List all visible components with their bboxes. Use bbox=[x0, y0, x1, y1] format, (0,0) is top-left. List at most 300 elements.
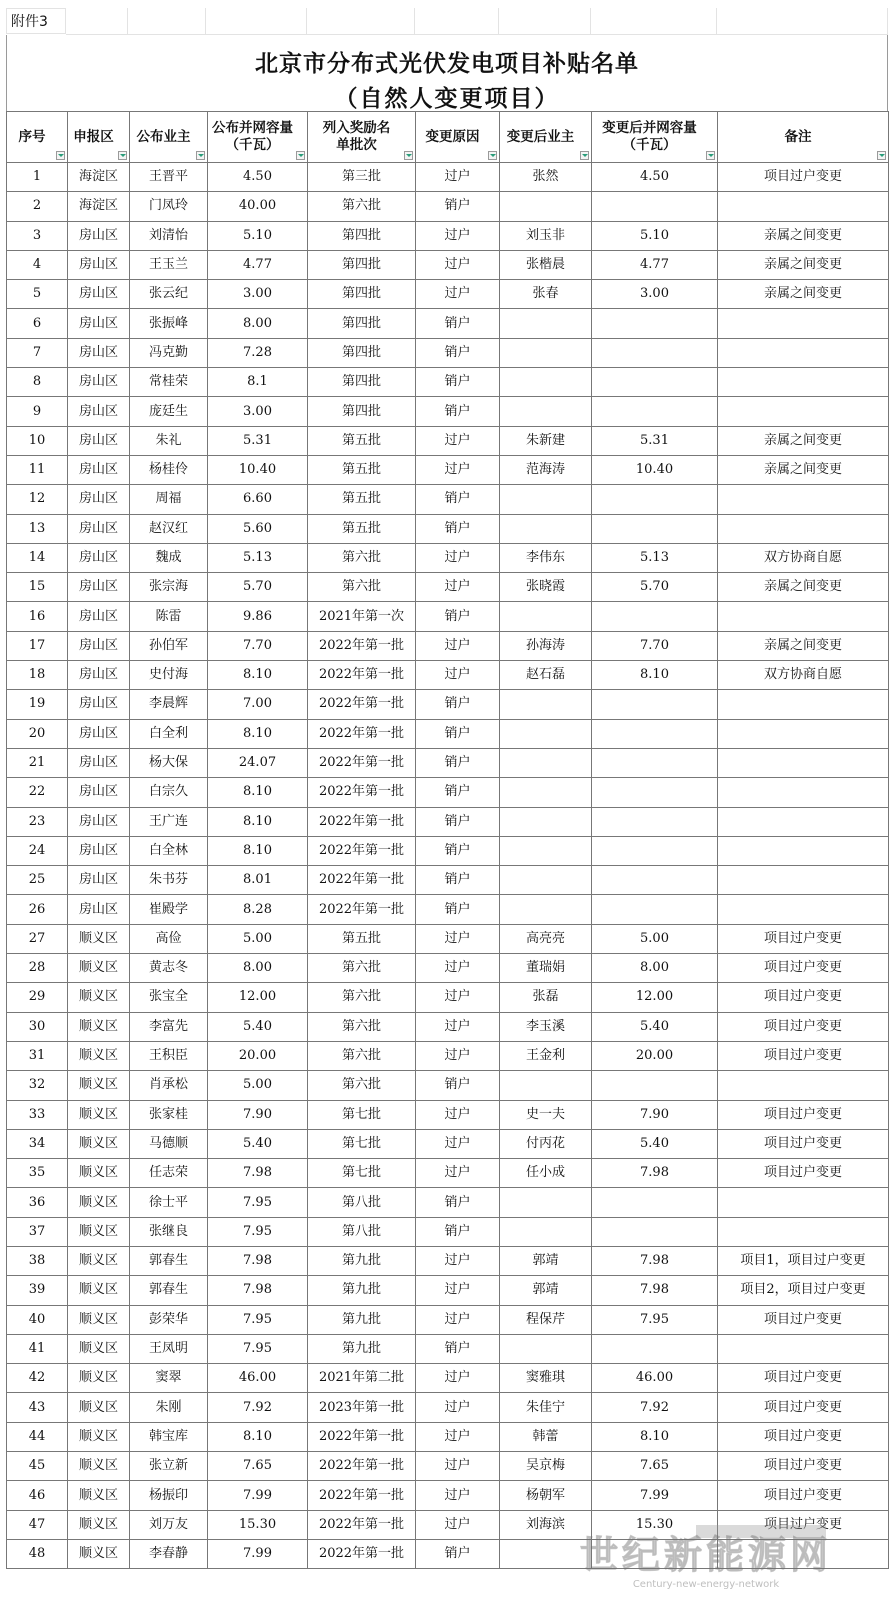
original-capacity-cell: 5.31 bbox=[208, 426, 308, 455]
row-number-cell: 12 bbox=[7, 485, 68, 514]
original-owner-cell: 崔殿学 bbox=[130, 895, 208, 924]
district-cell: 房山区 bbox=[68, 514, 130, 543]
new-capacity-cell: 5.10 bbox=[592, 221, 718, 250]
remark-cell: 项目过户变更 bbox=[718, 1452, 889, 1481]
row-number-cell: 33 bbox=[7, 1100, 68, 1129]
batch-cell: 2022年第一批 bbox=[308, 807, 416, 836]
change-reason-cell: 过户 bbox=[416, 1100, 500, 1129]
original-owner-cell: 张继良 bbox=[130, 1217, 208, 1246]
change-reason-cell: 销户 bbox=[416, 895, 500, 924]
batch-cell: 2022年第一批 bbox=[308, 866, 416, 895]
change-reason-cell: 销户 bbox=[416, 602, 500, 631]
district-cell: 顺义区 bbox=[68, 954, 130, 983]
new-capacity-cell: 8.10 bbox=[592, 661, 718, 690]
district-cell: 房山区 bbox=[68, 250, 130, 279]
filter-dropdown-icon[interactable] bbox=[706, 151, 715, 160]
original-owner-cell: 王玉兰 bbox=[130, 250, 208, 279]
original-owner-cell: 张立新 bbox=[130, 1452, 208, 1481]
original-owner-cell: 李富先 bbox=[130, 1012, 208, 1041]
new-capacity-cell: 7.98 bbox=[592, 1246, 718, 1275]
table-row bbox=[7, 895, 889, 924]
filter-dropdown-icon[interactable] bbox=[580, 151, 589, 160]
original-capacity-cell: 7.98 bbox=[208, 1276, 308, 1305]
original-owner-cell: 常桂荣 bbox=[130, 368, 208, 397]
new-capacity-cell: 5.31 bbox=[592, 426, 718, 455]
table-row bbox=[7, 661, 889, 690]
district-cell: 顺义区 bbox=[68, 1159, 130, 1188]
remark-cell: 项目过户变更 bbox=[718, 1305, 889, 1334]
change-reason-cell: 过户 bbox=[416, 221, 500, 250]
change-reason-cell: 销户 bbox=[416, 1539, 500, 1568]
new-capacity-cell bbox=[592, 397, 718, 426]
batch-cell: 2022年第一批 bbox=[308, 1422, 416, 1451]
new-owner-cell: 程保芹 bbox=[500, 1305, 592, 1334]
new-capacity-cell bbox=[592, 778, 718, 807]
change-reason-cell: 销户 bbox=[416, 309, 500, 338]
batch-cell: 2022年第一批 bbox=[308, 1510, 416, 1539]
new-capacity-cell: 46.00 bbox=[592, 1364, 718, 1393]
new-owner-cell bbox=[500, 1217, 592, 1246]
table-row bbox=[7, 1012, 889, 1041]
batch-cell: 第七批 bbox=[308, 1129, 416, 1158]
table-row bbox=[7, 309, 889, 338]
change-reason-cell: 过户 bbox=[416, 543, 500, 572]
remark-cell bbox=[718, 602, 889, 631]
original-owner-cell: 王积臣 bbox=[130, 1041, 208, 1070]
new-capacity-cell: 7.99 bbox=[592, 1481, 718, 1510]
change-reason-cell: 销户 bbox=[416, 514, 500, 543]
row-number-cell: 23 bbox=[7, 807, 68, 836]
table-row bbox=[7, 192, 889, 221]
remark-cell: 亲属之间变更 bbox=[718, 631, 889, 660]
new-capacity-cell bbox=[592, 485, 718, 514]
original-capacity-cell: 7.98 bbox=[208, 1246, 308, 1275]
table-row bbox=[7, 543, 889, 572]
batch-cell: 第四批 bbox=[308, 280, 416, 309]
original-owner-cell: 王晋平 bbox=[130, 163, 208, 192]
district-cell: 房山区 bbox=[68, 573, 130, 602]
original-capacity-cell: 40.00 bbox=[208, 192, 308, 221]
original-owner-cell: 朱刚 bbox=[130, 1393, 208, 1422]
original-owner-cell: 李晨辉 bbox=[130, 690, 208, 719]
original-capacity-cell: 5.70 bbox=[208, 573, 308, 602]
batch-cell: 第九批 bbox=[308, 1305, 416, 1334]
remark-cell: 项目过户变更 bbox=[718, 983, 889, 1012]
filter-dropdown-icon[interactable] bbox=[118, 151, 127, 160]
batch-cell: 第七批 bbox=[308, 1159, 416, 1188]
new-capacity-cell: 7.65 bbox=[592, 1452, 718, 1481]
batch-cell: 2022年第一批 bbox=[308, 661, 416, 690]
original-owner-cell: 赵汉红 bbox=[130, 514, 208, 543]
row-number-cell: 25 bbox=[7, 866, 68, 895]
batch-cell: 2022年第一批 bbox=[308, 631, 416, 660]
row-number-cell: 31 bbox=[7, 1041, 68, 1070]
new-owner-cell bbox=[500, 748, 592, 777]
table-row bbox=[7, 514, 889, 543]
district-cell: 顺义区 bbox=[68, 1100, 130, 1129]
original-owner-cell: 李春静 bbox=[130, 1539, 208, 1568]
empty-cell bbox=[206, 8, 306, 35]
change-reason-cell: 销户 bbox=[416, 192, 500, 221]
new-owner-cell bbox=[500, 602, 592, 631]
new-capacity-cell bbox=[592, 1188, 718, 1217]
original-capacity-cell: 5.40 bbox=[208, 1012, 308, 1041]
original-capacity-cell: 10.40 bbox=[208, 455, 308, 484]
watermark-url: Century-new-energy-network bbox=[632, 1579, 780, 1590]
batch-cell: 第六批 bbox=[308, 1071, 416, 1100]
original-capacity-cell: 8.01 bbox=[208, 866, 308, 895]
remark-cell: 项目过户变更 bbox=[718, 1100, 889, 1129]
column-header-sublabel: （千瓦） bbox=[622, 137, 677, 153]
table-row bbox=[7, 1041, 889, 1070]
batch-cell: 第六批 bbox=[308, 192, 416, 221]
change-reason-cell: 过户 bbox=[416, 631, 500, 660]
new-capacity-cell bbox=[592, 368, 718, 397]
column-header-label: 变更后业主 bbox=[506, 128, 575, 145]
original-owner-cell: 张家桂 bbox=[130, 1100, 208, 1129]
new-capacity-cell bbox=[592, 1071, 718, 1100]
district-cell: 顺义区 bbox=[68, 1129, 130, 1158]
row-number-cell: 40 bbox=[7, 1305, 68, 1334]
original-owner-cell: 王凤明 bbox=[130, 1334, 208, 1363]
original-owner-cell: 杨桂伶 bbox=[130, 455, 208, 484]
new-owner-cell bbox=[500, 895, 592, 924]
original-capacity-cell: 6.60 bbox=[208, 485, 308, 514]
original-owner-cell: 张云纪 bbox=[130, 280, 208, 309]
change-reason-cell: 过户 bbox=[416, 573, 500, 602]
original-owner-cell: 张振峰 bbox=[130, 309, 208, 338]
new-capacity-cell: 7.98 bbox=[592, 1276, 718, 1305]
original-capacity-cell: 7.92 bbox=[208, 1393, 308, 1422]
new-owner-cell: 张磊 bbox=[500, 983, 592, 1012]
change-reason-cell: 销户 bbox=[416, 807, 500, 836]
original-capacity-cell: 8.28 bbox=[208, 895, 308, 924]
district-cell: 房山区 bbox=[68, 807, 130, 836]
original-capacity-cell: 15.30 bbox=[208, 1510, 308, 1539]
batch-cell: 2021年第一次 bbox=[308, 602, 416, 631]
new-owner-cell: 孙海涛 bbox=[500, 631, 592, 660]
district-cell: 海淀区 bbox=[68, 163, 130, 192]
original-owner-cell: 杨大保 bbox=[130, 748, 208, 777]
column-header bbox=[208, 112, 308, 163]
filter-dropdown-icon[interactable] bbox=[296, 151, 305, 160]
row-number-cell: 39 bbox=[7, 1276, 68, 1305]
remark-cell: 亲属之间变更 bbox=[718, 280, 889, 309]
batch-cell: 2022年第一批 bbox=[308, 690, 416, 719]
watermark-text: 世纪新能源网 bbox=[579, 1533, 832, 1577]
page-subtitle: （自然人变更项目） bbox=[334, 86, 560, 112]
row-number-cell: 17 bbox=[7, 631, 68, 660]
change-reason-cell: 销户 bbox=[416, 1071, 500, 1100]
table-row bbox=[7, 1334, 889, 1363]
remark-cell: 项目过户变更 bbox=[718, 163, 889, 192]
row-number-cell: 27 bbox=[7, 924, 68, 953]
row-number-cell: 42 bbox=[7, 1364, 68, 1393]
new-capacity-cell: 7.98 bbox=[592, 1159, 718, 1188]
table-row bbox=[7, 1071, 889, 1100]
new-capacity-cell: 7.70 bbox=[592, 631, 718, 660]
new-owner-cell bbox=[500, 807, 592, 836]
new-owner-cell: 任小成 bbox=[500, 1159, 592, 1188]
district-cell: 顺义区 bbox=[68, 1217, 130, 1246]
change-reason-cell: 销户 bbox=[416, 690, 500, 719]
district-cell: 房山区 bbox=[68, 426, 130, 455]
new-capacity-cell: 8.10 bbox=[592, 1422, 718, 1451]
batch-cell: 2022年第一批 bbox=[308, 778, 416, 807]
new-capacity-cell: 5.70 bbox=[592, 573, 718, 602]
filter-dropdown-icon[interactable] bbox=[196, 151, 205, 160]
batch-cell: 第五批 bbox=[308, 485, 416, 514]
row-number-cell: 13 bbox=[7, 514, 68, 543]
new-owner-cell: 史一夫 bbox=[500, 1100, 592, 1129]
original-capacity-cell: 4.50 bbox=[208, 163, 308, 192]
original-owner-cell: 张宗海 bbox=[130, 573, 208, 602]
new-owner-cell: 付丙花 bbox=[500, 1129, 592, 1158]
new-owner-cell: 杨朝军 bbox=[500, 1481, 592, 1510]
row-number-cell: 19 bbox=[7, 690, 68, 719]
original-capacity-cell: 8.10 bbox=[208, 807, 308, 836]
original-capacity-cell: 46.00 bbox=[208, 1364, 308, 1393]
new-capacity-cell: 5.00 bbox=[592, 924, 718, 953]
new-capacity-cell: 20.00 bbox=[592, 1041, 718, 1070]
original-capacity-cell: 5.13 bbox=[208, 543, 308, 572]
new-owner-cell bbox=[500, 338, 592, 367]
batch-cell: 2022年第一批 bbox=[308, 719, 416, 748]
batch-cell: 第四批 bbox=[308, 368, 416, 397]
row-number-cell: 24 bbox=[7, 836, 68, 865]
row-number-cell: 45 bbox=[7, 1452, 68, 1481]
change-reason-cell: 过户 bbox=[416, 983, 500, 1012]
column-header-sublabel: （千瓦） bbox=[225, 137, 280, 153]
table-row bbox=[7, 1481, 889, 1510]
new-owner-cell bbox=[500, 309, 592, 338]
new-owner-cell: 范海涛 bbox=[500, 455, 592, 484]
table-row bbox=[7, 1217, 889, 1246]
new-capacity-cell bbox=[592, 309, 718, 338]
empty-cell bbox=[307, 8, 415, 35]
district-cell: 房山区 bbox=[68, 455, 130, 484]
original-owner-cell: 陈雷 bbox=[130, 602, 208, 631]
original-capacity-cell: 8.10 bbox=[208, 836, 308, 865]
new-capacity-cell bbox=[592, 836, 718, 865]
row-number-cell: 43 bbox=[7, 1393, 68, 1422]
new-capacity-cell bbox=[592, 192, 718, 221]
new-owner-cell bbox=[500, 368, 592, 397]
row-number-cell: 16 bbox=[7, 602, 68, 631]
original-capacity-cell: 8.00 bbox=[208, 954, 308, 983]
change-reason-cell: 过户 bbox=[416, 455, 500, 484]
new-capacity-cell: 4.77 bbox=[592, 250, 718, 279]
original-capacity-cell: 7.95 bbox=[208, 1305, 308, 1334]
original-owner-cell: 任志荣 bbox=[130, 1159, 208, 1188]
column-header-sublabel: 单批次 bbox=[336, 137, 377, 153]
remark-cell: 项目过户变更 bbox=[718, 1041, 889, 1070]
new-owner-cell bbox=[500, 192, 592, 221]
new-owner-cell: 刘玉非 bbox=[500, 221, 592, 250]
batch-cell: 2022年第一批 bbox=[308, 748, 416, 777]
filter-dropdown-icon[interactable] bbox=[877, 151, 886, 160]
remark-cell bbox=[718, 309, 889, 338]
remark-cell bbox=[718, 1071, 889, 1100]
row-number-cell: 8 bbox=[7, 368, 68, 397]
new-owner-cell: 董瑞娟 bbox=[500, 954, 592, 983]
row-number-cell: 5 bbox=[7, 280, 68, 309]
new-capacity-cell: 4.50 bbox=[592, 163, 718, 192]
new-owner-cell bbox=[500, 1334, 592, 1363]
row-number-cell: 10 bbox=[7, 426, 68, 455]
change-reason-cell: 销户 bbox=[416, 397, 500, 426]
original-owner-cell: 韩宝库 bbox=[130, 1422, 208, 1451]
remark-cell: 亲属之间变更 bbox=[718, 221, 889, 250]
original-capacity-cell: 7.99 bbox=[208, 1481, 308, 1510]
header-row bbox=[7, 112, 889, 163]
remark-cell: 项目过户变更 bbox=[718, 1393, 889, 1422]
new-capacity-cell bbox=[592, 602, 718, 631]
watermark-tag bbox=[696, 1525, 826, 1538]
district-cell: 顺义区 bbox=[68, 1539, 130, 1568]
row-number-cell: 4 bbox=[7, 250, 68, 279]
new-capacity-cell bbox=[592, 338, 718, 367]
new-owner-cell: 郭靖 bbox=[500, 1246, 592, 1275]
column-header bbox=[130, 112, 208, 163]
batch-cell: 第六批 bbox=[308, 954, 416, 983]
original-capacity-cell: 7.95 bbox=[208, 1188, 308, 1217]
remark-cell bbox=[718, 192, 889, 221]
table-body bbox=[7, 163, 889, 1569]
table-row bbox=[7, 1305, 889, 1334]
change-reason-cell: 销户 bbox=[416, 778, 500, 807]
remark-cell bbox=[718, 719, 889, 748]
new-owner-cell bbox=[500, 485, 592, 514]
district-cell: 顺义区 bbox=[68, 1422, 130, 1451]
district-cell: 顺义区 bbox=[68, 1510, 130, 1539]
new-owner-cell: 朱新建 bbox=[500, 426, 592, 455]
change-reason-cell: 销户 bbox=[416, 1188, 500, 1217]
change-reason-cell: 销户 bbox=[416, 338, 500, 367]
district-cell: 顺义区 bbox=[68, 1364, 130, 1393]
district-cell: 顺义区 bbox=[68, 983, 130, 1012]
table-row bbox=[7, 836, 889, 865]
row-number-cell: 28 bbox=[7, 954, 68, 983]
new-capacity-cell bbox=[592, 895, 718, 924]
filter-dropdown-icon[interactable] bbox=[404, 151, 413, 160]
new-capacity-cell: 5.40 bbox=[592, 1012, 718, 1041]
remark-cell: 双方协商自愿 bbox=[718, 543, 889, 572]
batch-cell: 第四批 bbox=[308, 397, 416, 426]
remark-cell: 项目过户变更 bbox=[718, 1510, 889, 1539]
row-number-cell: 22 bbox=[7, 778, 68, 807]
remark-cell bbox=[718, 368, 889, 397]
filter-dropdown-icon[interactable] bbox=[488, 151, 497, 160]
change-reason-cell: 过户 bbox=[416, 163, 500, 192]
batch-cell: 第五批 bbox=[308, 426, 416, 455]
table-row bbox=[7, 1129, 889, 1158]
column-header-label: 公布并网容量 bbox=[212, 120, 293, 136]
new-capacity-cell bbox=[592, 514, 718, 543]
table-row bbox=[7, 602, 889, 631]
empty-cell bbox=[591, 8, 717, 35]
table-row bbox=[7, 250, 889, 279]
new-owner-cell: 张晓霞 bbox=[500, 573, 592, 602]
original-capacity-cell: 8.10 bbox=[208, 778, 308, 807]
change-reason-cell: 过户 bbox=[416, 1481, 500, 1510]
table-row bbox=[7, 1539, 889, 1568]
new-owner-cell: 张春 bbox=[500, 280, 592, 309]
new-capacity-cell bbox=[592, 719, 718, 748]
table-row bbox=[7, 1246, 889, 1275]
original-capacity-cell: 5.00 bbox=[208, 1071, 308, 1100]
table-row bbox=[7, 1276, 889, 1305]
original-capacity-cell: 5.10 bbox=[208, 221, 308, 250]
district-cell: 房山区 bbox=[68, 309, 130, 338]
district-cell: 顺义区 bbox=[68, 1276, 130, 1305]
row-number-cell: 48 bbox=[7, 1539, 68, 1568]
change-reason-cell: 过户 bbox=[416, 1041, 500, 1070]
empty-cell bbox=[717, 8, 888, 35]
original-owner-cell: 窦翠 bbox=[130, 1364, 208, 1393]
district-cell: 顺义区 bbox=[68, 1334, 130, 1363]
original-owner-cell: 马德顺 bbox=[130, 1129, 208, 1158]
original-capacity-cell: 5.40 bbox=[208, 1129, 308, 1158]
column-header bbox=[308, 112, 416, 163]
district-cell: 房山区 bbox=[68, 661, 130, 690]
remark-cell: 项目2，项目过户变更 bbox=[718, 1276, 889, 1305]
change-reason-cell: 销户 bbox=[416, 836, 500, 865]
column-header-label: 序号 bbox=[18, 128, 46, 145]
original-owner-cell: 郭春生 bbox=[130, 1246, 208, 1275]
new-owner-cell bbox=[500, 836, 592, 865]
table-row bbox=[7, 221, 889, 250]
batch-cell: 2022年第一批 bbox=[308, 836, 416, 865]
column-header bbox=[7, 112, 68, 163]
row-number-cell: 1 bbox=[7, 163, 68, 192]
change-reason-cell: 过户 bbox=[416, 1452, 500, 1481]
row-number-cell: 11 bbox=[7, 455, 68, 484]
district-cell: 房山区 bbox=[68, 866, 130, 895]
remark-cell bbox=[718, 397, 889, 426]
new-capacity-cell: 3.00 bbox=[592, 280, 718, 309]
table-row bbox=[7, 1364, 889, 1393]
original-capacity-cell: 7.28 bbox=[208, 338, 308, 367]
district-cell: 房山区 bbox=[68, 836, 130, 865]
remark-cell: 亲属之间变更 bbox=[718, 573, 889, 602]
original-owner-cell: 徐士平 bbox=[130, 1188, 208, 1217]
original-capacity-cell: 8.10 bbox=[208, 719, 308, 748]
original-capacity-cell: 7.90 bbox=[208, 1100, 308, 1129]
original-capacity-cell: 5.00 bbox=[208, 924, 308, 953]
original-capacity-cell: 7.00 bbox=[208, 690, 308, 719]
batch-cell: 第六批 bbox=[308, 1012, 416, 1041]
table-row bbox=[7, 163, 889, 192]
remark-cell: 项目过户变更 bbox=[718, 1159, 889, 1188]
table-row bbox=[7, 485, 889, 514]
new-capacity-cell bbox=[592, 866, 718, 895]
filter-dropdown-icon[interactable] bbox=[56, 151, 65, 160]
change-reason-cell: 销户 bbox=[416, 1334, 500, 1363]
batch-cell: 第九批 bbox=[308, 1246, 416, 1275]
change-reason-cell: 过户 bbox=[416, 954, 500, 983]
original-capacity-cell: 8.00 bbox=[208, 309, 308, 338]
column-header-label: 备注 bbox=[784, 128, 812, 145]
row-number-cell: 18 bbox=[7, 661, 68, 690]
original-owner-cell: 庞廷生 bbox=[130, 397, 208, 426]
batch-cell: 第五批 bbox=[308, 514, 416, 543]
new-capacity-cell bbox=[592, 807, 718, 836]
new-owner-cell bbox=[500, 1539, 592, 1568]
change-reason-cell: 过户 bbox=[416, 1393, 500, 1422]
row-number-cell: 2 bbox=[7, 192, 68, 221]
remark-cell bbox=[718, 836, 889, 865]
